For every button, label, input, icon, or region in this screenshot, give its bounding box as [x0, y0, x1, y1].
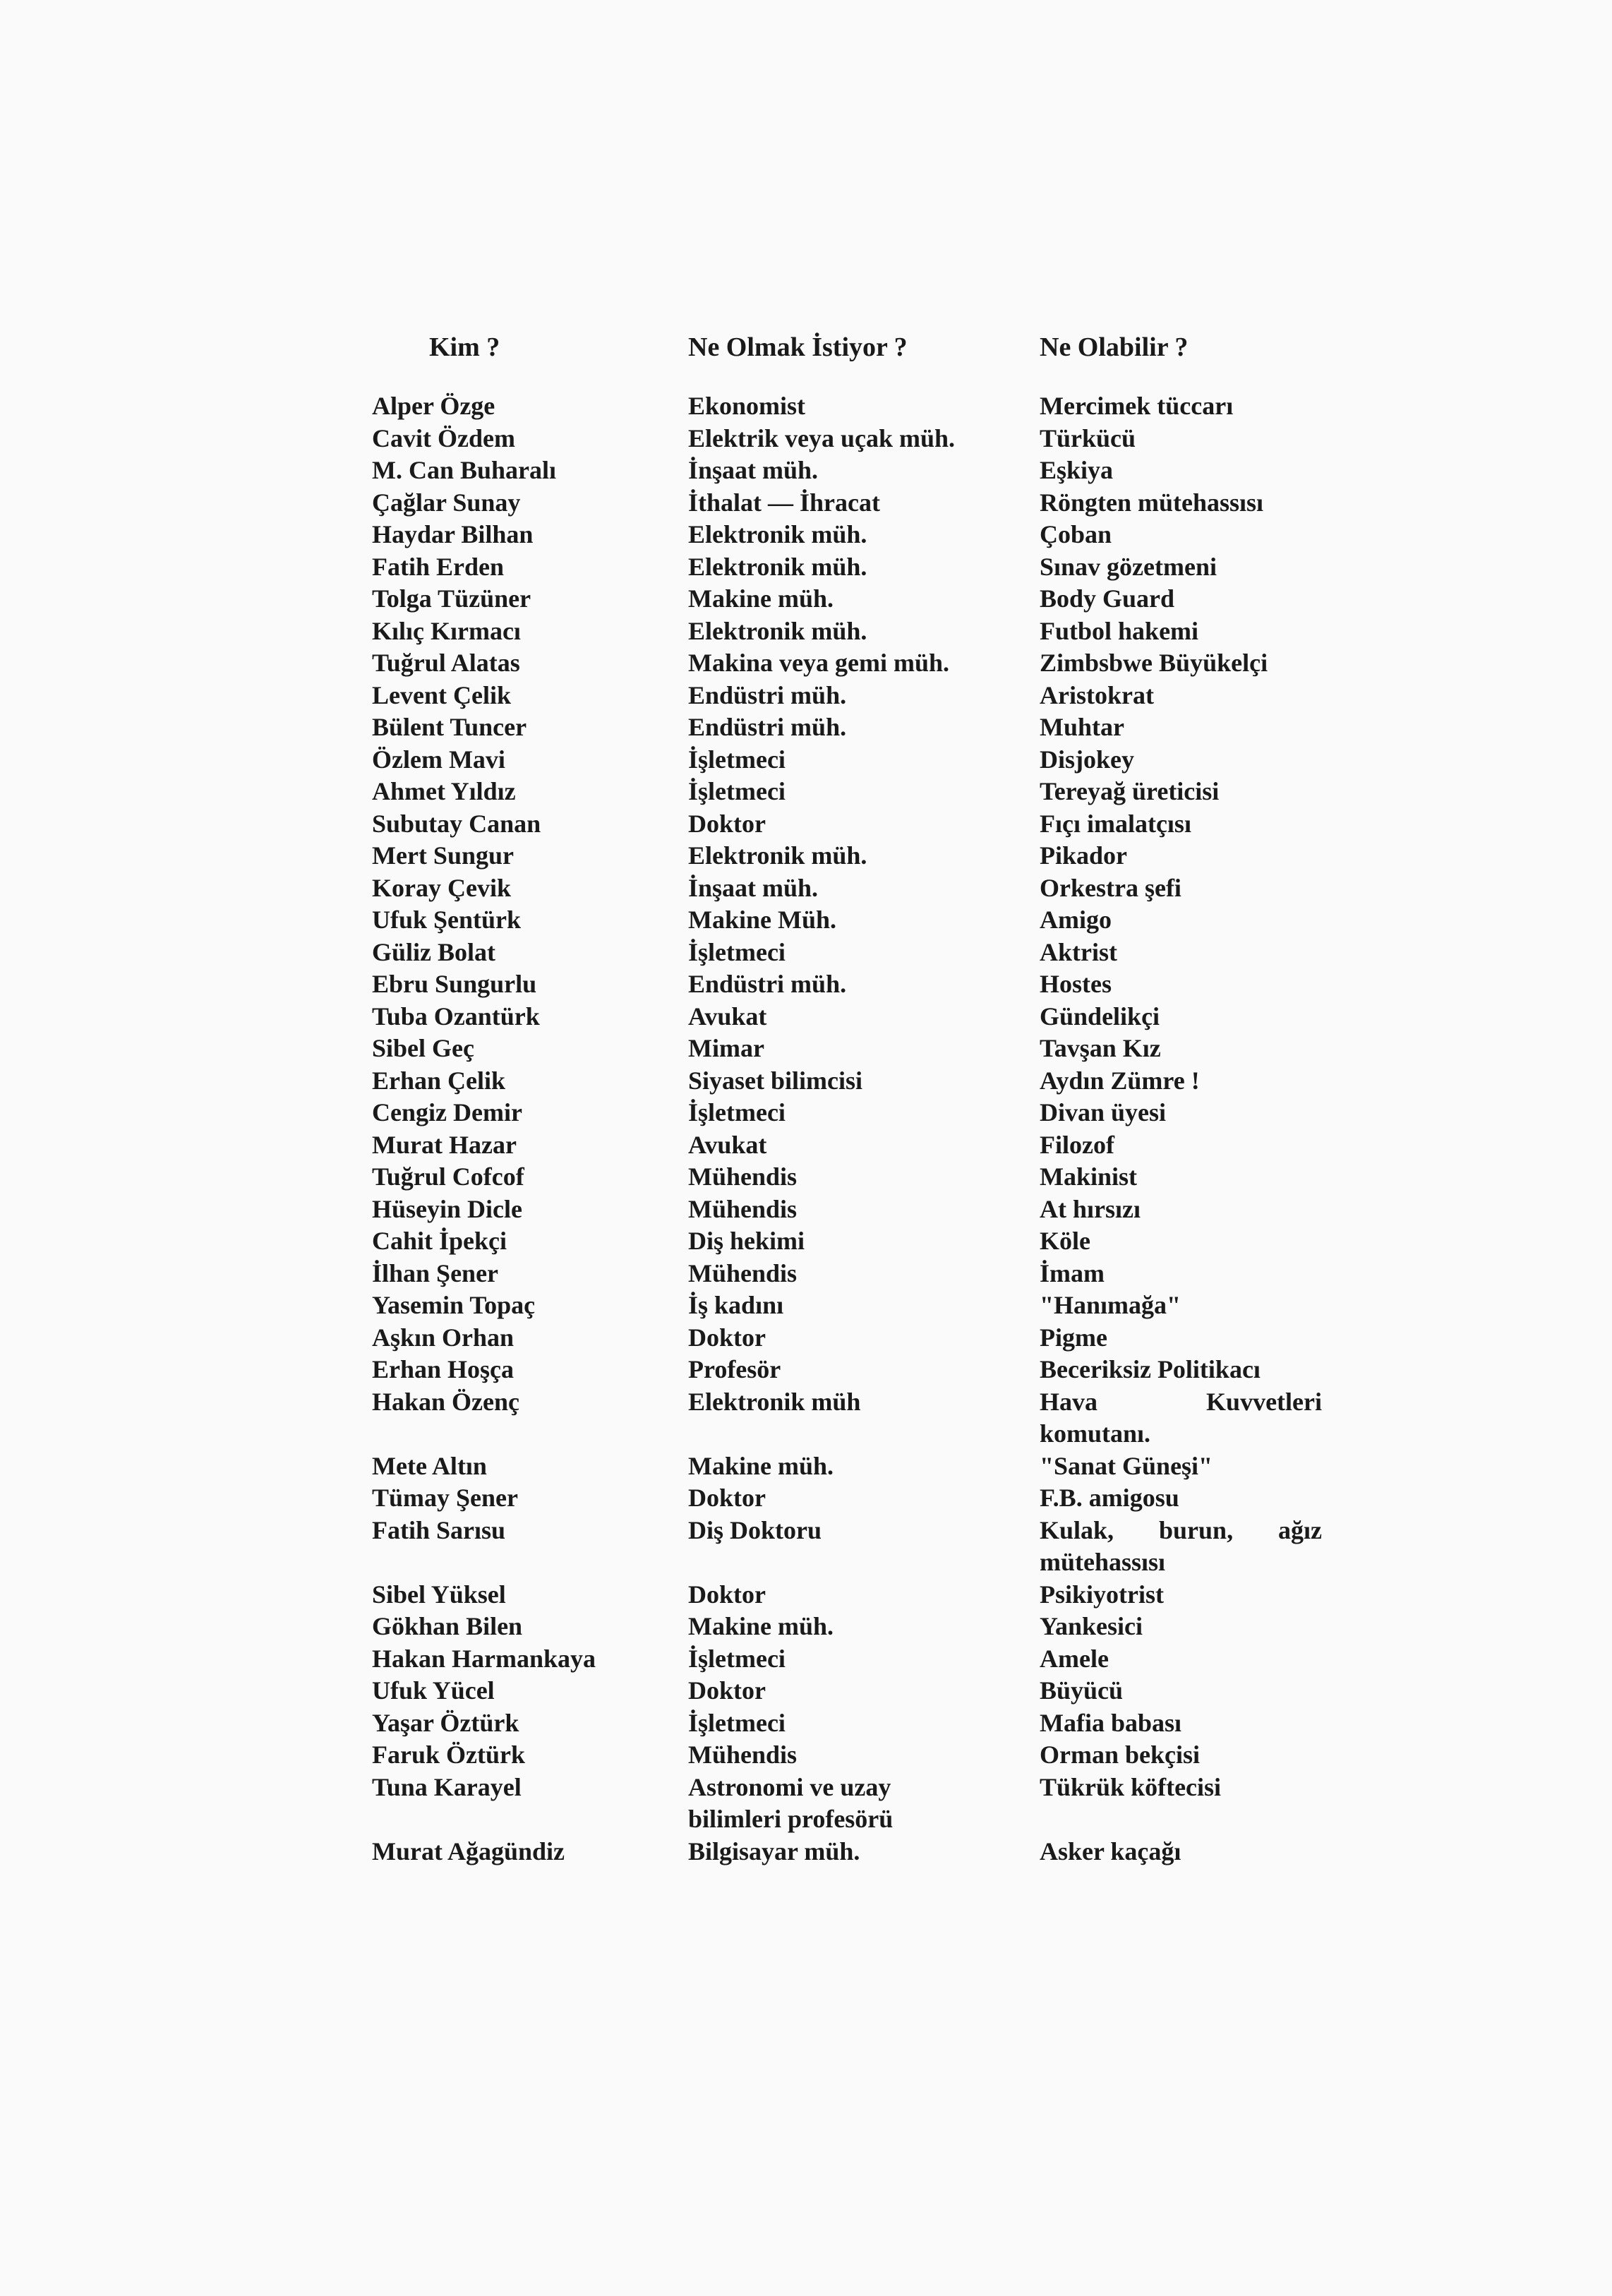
table-row: [0, 1194, 1612, 1226]
table-row: [0, 1322, 1612, 1354]
table-row: [0, 1579, 1612, 1611]
person-name: Subutay Canan: [372, 809, 541, 838]
table-row: [0, 1611, 1612, 1643]
person-name: Gökhan Bilen: [372, 1612, 523, 1640]
table-row: [0, 1836, 1612, 1868]
person-name: Tolga Tüzüner: [372, 584, 531, 613]
person-name: Yaşar Öztürk: [372, 1708, 519, 1737]
table-row: [0, 647, 1612, 680]
possible-job: Makinist: [1040, 1162, 1138, 1191]
table-row: [0, 583, 1612, 615]
desired-job: Ekonomist: [688, 392, 806, 420]
person-name: Bülent Tuncer: [372, 713, 527, 741]
desired-job: Makine müh.: [688, 1612, 834, 1640]
desired-job: Doktor: [688, 1676, 766, 1705]
possible-job: Sınav gözetmeni: [1040, 552, 1217, 581]
desired-job: Doktor: [688, 809, 766, 838]
desired-job: Endüstri müh.: [688, 970, 847, 998]
desired-job: Makine müh.: [688, 584, 834, 613]
desired-job: İşletmeci: [688, 1708, 786, 1737]
possible-job: Mafia babası: [1040, 1708, 1182, 1737]
possible-job: Aristokrat: [1040, 680, 1154, 709]
possible-job: At hırsızı: [1040, 1194, 1141, 1223]
possible-job: Köle: [1040, 1227, 1090, 1255]
table-row: [0, 615, 1612, 648]
possible-job: Röngten mütehassısı: [1040, 488, 1264, 517]
possible-job: İmam: [1040, 1258, 1105, 1287]
desired-job: İşletmeci: [688, 745, 786, 774]
person-name: M. Can Buharalı: [372, 456, 557, 484]
desired-job: Mühendis: [688, 1194, 798, 1223]
table-row: [0, 776, 1612, 808]
desired-job: İşletmeci: [688, 937, 786, 966]
table-row: [0, 1675, 1612, 1707]
person-name: Murat Hazar: [372, 1130, 517, 1159]
person-name: Hüseyin Dicle: [372, 1194, 522, 1223]
header-wants: Ne Olmak İstiyor ?: [688, 332, 908, 362]
desired-job: Mühendis: [688, 1258, 798, 1287]
desired-job: Makine Müh.: [688, 906, 837, 934]
desired-job: Mühendis: [688, 1162, 798, 1191]
person-name: Sibel Geç: [372, 1034, 474, 1062]
person-name: Tuğrul Cofcof: [372, 1162, 524, 1191]
desired-job: İthalat — İhracat: [688, 488, 880, 517]
person-name: Tuna Karayel: [372, 1772, 522, 1801]
desired-job: Avukat: [688, 1130, 767, 1159]
possible-job: Orkestra şefi: [1040, 873, 1181, 902]
person-name: Erhan Hoşça: [372, 1355, 515, 1383]
desired-job: İş kadını: [688, 1291, 784, 1319]
table-row: [0, 1450, 1612, 1483]
possible-job: Pikador: [1040, 841, 1128, 870]
table-row: [0, 1225, 1612, 1258]
desired-job: Elektronik müh: [688, 1387, 861, 1416]
desired-job: Endüstri müh.: [688, 713, 847, 741]
desired-job: İnşaat müh.: [688, 456, 819, 484]
person-name: Haydar Bilhan: [372, 520, 534, 548]
table-header: [0, 326, 1612, 368]
desired-job: Elektrik veya uçak müh.: [688, 423, 956, 452]
desired-job: Diş Doktoru: [688, 1515, 822, 1544]
desired-job: Siyaset bilimcisi: [688, 1066, 863, 1095]
possible-job: Hostes: [1040, 970, 1112, 998]
person-name: Ufuk Yücel: [372, 1676, 495, 1705]
table-row: [0, 1739, 1612, 1772]
possible-job: Pigme: [1040, 1323, 1107, 1352]
possible-job: Mercimek tüccarı: [1040, 392, 1234, 420]
possible-job: Yankesici: [1040, 1612, 1143, 1640]
possible-job: Amele: [1040, 1644, 1109, 1673]
person-name: Cengiz Demir: [372, 1098, 522, 1126]
table-row: [0, 680, 1612, 712]
person-name: Erhan Çelik: [372, 1066, 506, 1095]
person-name: Levent Çelik: [372, 680, 511, 709]
person-name: Sibel Yüksel: [372, 1580, 506, 1609]
table-row: [0, 968, 1612, 1001]
person-name: Çağlar Sunay: [372, 488, 521, 517]
desired-job: İşletmeci: [688, 1098, 786, 1126]
table-row: [0, 487, 1612, 519]
desired-job: Makine müh.: [688, 1451, 834, 1480]
possible-job: Filozof: [1040, 1130, 1114, 1159]
table-row: [0, 1386, 1612, 1450]
table-row: [0, 1161, 1612, 1194]
table-row: [0, 1707, 1612, 1740]
desired-job: İnşaat müh.: [688, 873, 819, 902]
possible-job: "Hanımağa": [1040, 1291, 1181, 1319]
desired-job: Bilgisayar müh.: [688, 1837, 860, 1865]
possible-job: Muhtar: [1040, 713, 1124, 741]
desired-job: Profesör: [688, 1355, 781, 1383]
person-name: Faruk Öztürk: [372, 1741, 526, 1769]
table-row: [0, 904, 1612, 937]
desired-job: Elektronik müh.: [688, 520, 867, 548]
person-name: Güliz Bolat: [372, 937, 496, 966]
desired-job: Elektronik müh.: [688, 841, 867, 870]
table-row: [0, 711, 1612, 744]
possible-job: Futbol hakemi: [1040, 616, 1199, 645]
person-name: Mert Sungur: [372, 841, 514, 870]
person-name: Tuba Ozantürk: [372, 1002, 540, 1030]
desired-job: Mimar: [688, 1034, 764, 1062]
desired-job: Mühendis: [688, 1741, 798, 1769]
table-row: [0, 1001, 1612, 1033]
possible-job: Çoban: [1040, 520, 1112, 548]
table-row: [0, 1772, 1612, 1836]
possible-job: Aydın Zümre !: [1040, 1066, 1200, 1095]
table-body: [0, 390, 1612, 1868]
possible-job: Tükrük köftecisi: [1040, 1772, 1222, 1801]
header-could-be: Ne Olabilir ?: [1040, 332, 1189, 362]
table-row: [0, 1065, 1612, 1098]
possible-job: Tereyağ üreticisi: [1040, 777, 1220, 805]
desired-job: Endüstri müh.: [688, 680, 847, 709]
table-row: [0, 455, 1612, 487]
table-row: [0, 1643, 1612, 1676]
possible-job: Büyücü: [1040, 1676, 1124, 1705]
table-row: [0, 551, 1612, 584]
table-row: [0, 1097, 1612, 1129]
table-row: [0, 390, 1612, 423]
table-row: [0, 808, 1612, 841]
person-name: Mete Altın: [372, 1451, 487, 1480]
desired-job: Doktor: [688, 1580, 766, 1609]
person-name: İlhan Şener: [372, 1258, 499, 1287]
table-row: [0, 1354, 1612, 1386]
possible-job: Disjokey: [1040, 745, 1134, 774]
possible-job: Body Guard: [1040, 584, 1175, 613]
table-row: [0, 872, 1612, 905]
person-name: Hakan Harmankaya: [372, 1644, 596, 1673]
person-name: Yasemin Topaç: [372, 1291, 536, 1319]
person-name: Özlem Mavi: [372, 745, 505, 774]
desired-job: Astronomi ve uzay bilimleri profesörü: [688, 1772, 894, 1833]
table-row: [0, 519, 1612, 551]
possible-job: Amigo: [1040, 906, 1112, 934]
person-name: Aşkın Orhan: [372, 1323, 515, 1352]
desired-job: Makina veya gemi müh.: [688, 649, 950, 677]
table-row: [0, 744, 1612, 776]
person-name: Cavit Özdem: [372, 423, 515, 452]
possible-job: Türkücü: [1040, 423, 1136, 452]
person-name: Hakan Özenç: [372, 1387, 520, 1416]
desired-job: Doktor: [688, 1484, 766, 1512]
possible-job: Fıçı imalatçısı: [1040, 809, 1191, 838]
table-row: [0, 1033, 1612, 1065]
desired-job: İşletmeci: [688, 777, 786, 805]
possible-job: Divan üyesi: [1040, 1098, 1167, 1126]
person-name: Tümay Şener: [372, 1484, 518, 1512]
table-row: [0, 423, 1612, 455]
person-name: Ebru Sungurlu: [372, 970, 537, 998]
possible-job: Orman bekçisi: [1040, 1741, 1201, 1769]
person-name: Fatih Erden: [372, 552, 505, 581]
possible-job: Eşkiya: [1040, 456, 1114, 484]
desired-job: Doktor: [688, 1323, 766, 1352]
possible-job: Asker kaçağı: [1040, 1837, 1181, 1865]
person-name: Kılıç Kırmacı: [372, 616, 521, 645]
person-name: Murat Ağagündiz: [372, 1837, 565, 1865]
possible-job: F.B. amigosu: [1040, 1484, 1179, 1512]
possible-job: Aktrist: [1040, 937, 1117, 966]
possible-job: Beceriksiz Politikacı: [1040, 1355, 1261, 1383]
desired-job: Diş hekimi: [688, 1227, 805, 1255]
desired-job: İşletmeci: [688, 1644, 786, 1673]
possible-job: Kulak, burun, ağız mütehassısı: [1040, 1515, 1322, 1576]
possible-job: Gündelikçi: [1040, 1002, 1160, 1030]
possible-job: Tavşan Kız: [1040, 1034, 1161, 1062]
person-name: Cahit İpekçi: [372, 1227, 507, 1255]
person-name: Ufuk Şentürk: [372, 906, 522, 934]
table-row: [0, 1482, 1612, 1515]
person-name: Fatih Sarısu: [372, 1515, 506, 1544]
person-name: Koray Çevik: [372, 873, 511, 902]
desired-job: Avukat: [688, 1002, 767, 1030]
table-row: [0, 1515, 1612, 1579]
person-name: Tuğrul Alatas: [372, 649, 520, 677]
possible-job: Hava Kuvvetleri komutanı.: [1040, 1387, 1322, 1448]
person-name: Ahmet Yıldız: [372, 777, 516, 805]
possible-job: "Sanat Güneşi": [1040, 1451, 1213, 1480]
table-row: [0, 1129, 1612, 1162]
table-row: [0, 1258, 1612, 1290]
desired-job: Elektronik müh.: [688, 552, 867, 581]
possible-job: Zimbsbwe Büyükelçi: [1040, 649, 1268, 677]
table-row: [0, 840, 1612, 872]
table-row: [0, 1290, 1612, 1322]
table-row: [0, 937, 1612, 969]
possible-job: Psikiyotrist: [1040, 1580, 1164, 1609]
desired-job: Elektronik müh.: [688, 616, 867, 645]
person-name: Alper Özge: [372, 392, 495, 420]
header-who: Kim ?: [429, 332, 500, 362]
